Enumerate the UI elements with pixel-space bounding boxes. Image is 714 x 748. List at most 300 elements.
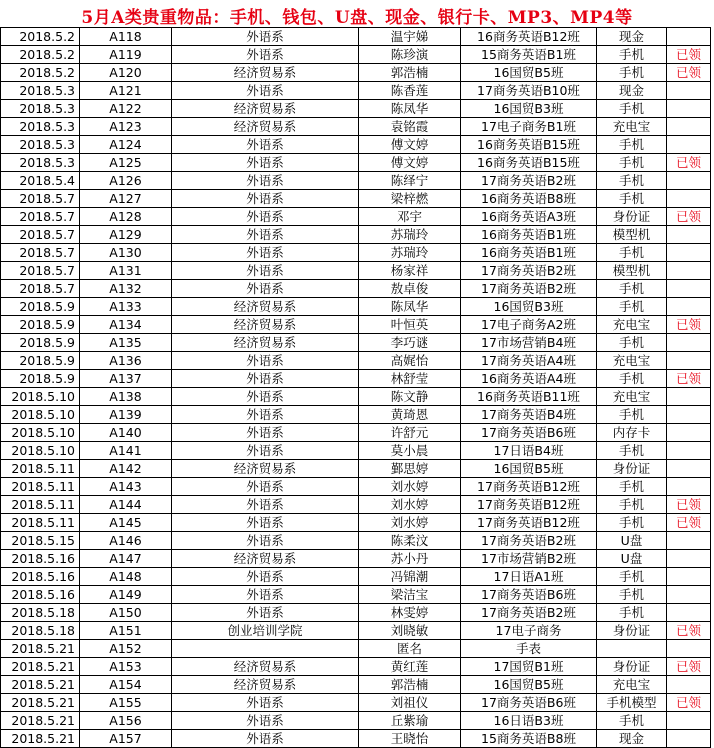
claimed-status-cell [667, 550, 711, 568]
department-cell: 外语系 [172, 694, 359, 712]
department-cell: 经济贸易系 [172, 676, 359, 694]
item-code-cell: A118 [80, 28, 172, 46]
department-cell: 外语系 [172, 424, 359, 442]
class-cell: 17商务英语B2班 [461, 280, 597, 298]
student-name-cell: 刘水婷 [359, 478, 461, 496]
sheet-title: 5月A类贵重物品：手机、钱包、U盘、现金、银行卡、MP3、MP4等 [81, 8, 633, 28]
class-cell: 17市场营销B4班 [461, 334, 597, 352]
item-type-cell: 充电宝 [597, 316, 667, 334]
student-name-cell: 梁洁宝 [359, 586, 461, 604]
class-cell: 17商务英语B2班 [461, 262, 597, 280]
item-type-cell: 手机 [597, 46, 667, 64]
item-code-cell: A133 [80, 298, 172, 316]
table-row [1, 478, 711, 496]
class-cell: 15商务英语B8班 [461, 730, 597, 748]
claimed-status-cell [667, 226, 711, 244]
item-code-cell: A145 [80, 514, 172, 532]
item-type-cell: 身份证 [597, 208, 667, 226]
item-code-cell: A150 [80, 604, 172, 622]
item-type-cell: 内存卡 [597, 424, 667, 442]
class-cell: 16国贸B5班 [461, 64, 597, 82]
table-row [1, 298, 711, 316]
date-cell: 2018.5.2 [1, 64, 80, 82]
department-cell: 外语系 [172, 514, 359, 532]
date-cell: 2018.5.16 [1, 586, 80, 604]
table-row [1, 550, 711, 568]
item-type-cell: 手机 [597, 100, 667, 118]
student-name-cell: 袁铭霞 [359, 118, 461, 136]
date-cell: 2018.5.21 [1, 694, 80, 712]
claimed-status-cell [667, 406, 711, 424]
table-row [1, 532, 711, 550]
item-type-cell: 模型机 [597, 262, 667, 280]
table-row [1, 496, 711, 514]
item-type-cell: 手机 [597, 406, 667, 424]
class-cell: 17商务英语B12班 [461, 478, 597, 496]
student-name-cell: 陈绎宁 [359, 172, 461, 190]
class-cell: 16国贸B3班 [461, 100, 597, 118]
item-code-cell: A151 [80, 622, 172, 640]
class-cell: 16国贸B3班 [461, 298, 597, 316]
student-name-cell: 陈凤华 [359, 298, 461, 316]
class-cell: 17日语A1班 [461, 568, 597, 586]
claimed-status-cell: 已领 [667, 496, 711, 514]
item-code-cell: A135 [80, 334, 172, 352]
class-cell: 17商务英语A4班 [461, 352, 597, 370]
date-cell: 2018.5.7 [1, 244, 80, 262]
student-name-cell: 匿名 [359, 640, 461, 658]
student-name-cell: 郭浩楠 [359, 676, 461, 694]
date-cell: 2018.5.9 [1, 316, 80, 334]
department-cell: 外语系 [172, 172, 359, 190]
department-cell: 外语系 [172, 226, 359, 244]
claimed-status-cell [667, 280, 711, 298]
department-cell: 外语系 [172, 136, 359, 154]
date-cell: 2018.5.11 [1, 460, 80, 478]
claimed-status-cell [667, 478, 711, 496]
table-row [1, 694, 711, 712]
item-code-cell: A127 [80, 190, 172, 208]
claimed-status-cell: 已领 [667, 46, 711, 64]
class-cell: 16商务英语B1班 [461, 226, 597, 244]
claimed-status-cell [667, 118, 711, 136]
student-name-cell: 陈香莲 [359, 82, 461, 100]
student-name-cell: 冯锦潮 [359, 568, 461, 586]
item-code-cell: A123 [80, 118, 172, 136]
item-code-cell: A142 [80, 460, 172, 478]
department-cell: 外语系 [172, 370, 359, 388]
item-code-cell: A138 [80, 388, 172, 406]
class-cell: 17电子商务B1班 [461, 118, 597, 136]
item-type-cell: 手机 [597, 496, 667, 514]
claimed-status-cell: 已领 [667, 622, 711, 640]
student-name-cell: 陈凤华 [359, 100, 461, 118]
department-cell: 经济贸易系 [172, 316, 359, 334]
item-code-cell: A137 [80, 370, 172, 388]
class-cell: 16商务英语B15班 [461, 136, 597, 154]
student-name-cell: 陈珍演 [359, 46, 461, 64]
department-cell: 外语系 [172, 442, 359, 460]
item-code-cell: A146 [80, 532, 172, 550]
item-type-cell: 充电宝 [597, 352, 667, 370]
item-type-cell: 手机 [597, 712, 667, 730]
item-type-cell: 手机 [597, 370, 667, 388]
table-row [1, 676, 711, 694]
claimed-status-cell: 已领 [667, 658, 711, 676]
department-cell: 外语系 [172, 28, 359, 46]
date-cell: 2018.5.21 [1, 640, 80, 658]
class-cell: 17商务英语B12班 [461, 496, 597, 514]
item-type-cell: 手机 [597, 568, 667, 586]
class-cell: 16商务英语B8班 [461, 190, 597, 208]
student-name-cell: 苏小丹 [359, 550, 461, 568]
table-row [1, 154, 711, 172]
table-row [1, 100, 711, 118]
item-type-cell: 手机 [597, 514, 667, 532]
class-cell: 手表 [461, 640, 597, 658]
class-cell: 15商务英语B1班 [461, 46, 597, 64]
table-row [1, 352, 711, 370]
date-cell: 2018.5.2 [1, 28, 80, 46]
item-type-cell: 手机 [597, 154, 667, 172]
department-cell: 外语系 [172, 712, 359, 730]
department-cell: 外语系 [172, 154, 359, 172]
claimed-status-cell [667, 82, 711, 100]
date-cell: 2018.5.11 [1, 514, 80, 532]
item-type-cell: 手机 [597, 604, 667, 622]
date-cell: 2018.5.2 [1, 46, 80, 64]
student-name-cell: 莫小晨 [359, 442, 461, 460]
item-code-cell: A149 [80, 586, 172, 604]
department-cell: 外语系 [172, 388, 359, 406]
class-cell: 16商务英语A3班 [461, 208, 597, 226]
table-row [1, 712, 711, 730]
table-row [1, 208, 711, 226]
department-cell [172, 640, 359, 658]
student-name-cell: 刘水婷 [359, 496, 461, 514]
item-type-cell: 手机 [597, 280, 667, 298]
date-cell: 2018.5.9 [1, 352, 80, 370]
date-cell: 2018.5.10 [1, 442, 80, 460]
item-type-cell [597, 640, 667, 658]
department-cell: 外语系 [172, 532, 359, 550]
date-cell: 2018.5.18 [1, 622, 80, 640]
student-name-cell: 温宇娣 [359, 28, 461, 46]
claimed-status-cell [667, 28, 711, 46]
claimed-status-cell [667, 460, 711, 478]
table-row [1, 262, 711, 280]
item-type-cell: 身份证 [597, 460, 667, 478]
claimed-status-cell: 已领 [667, 64, 711, 82]
department-cell: 外语系 [172, 604, 359, 622]
date-cell: 2018.5.21 [1, 658, 80, 676]
item-type-cell: 身份证 [597, 622, 667, 640]
date-cell: 2018.5.15 [1, 532, 80, 550]
student-name-cell: 陈文静 [359, 388, 461, 406]
date-cell: 2018.5.7 [1, 226, 80, 244]
class-cell: 17商务英语B6班 [461, 424, 597, 442]
claimed-status-cell: 已领 [667, 514, 711, 532]
department-cell: 外语系 [172, 82, 359, 100]
item-code-cell: A143 [80, 478, 172, 496]
student-name-cell: 苏瑞玲 [359, 226, 461, 244]
student-name-cell: 陈柔汶 [359, 532, 461, 550]
claimed-status-cell [667, 262, 711, 280]
class-cell: 17日语B4班 [461, 442, 597, 460]
item-type-cell: 现金 [597, 730, 667, 748]
department-cell: 创业培训学院 [172, 622, 359, 640]
class-cell: 16国贸B5班 [461, 460, 597, 478]
item-type-cell: 手机模型 [597, 694, 667, 712]
department-cell: 外语系 [172, 586, 359, 604]
student-name-cell: 刘祖仪 [359, 694, 461, 712]
student-name-cell: 郭浩楠 [359, 64, 461, 82]
item-type-cell: 手机 [597, 586, 667, 604]
item-code-cell: A124 [80, 136, 172, 154]
item-type-cell: 现金 [597, 28, 667, 46]
student-name-cell: 林雯婷 [359, 604, 461, 622]
date-cell: 2018.5.9 [1, 334, 80, 352]
item-type-cell: 手机 [597, 478, 667, 496]
item-type-cell: 手机 [597, 334, 667, 352]
table-row [1, 586, 711, 604]
item-code-cell: A134 [80, 316, 172, 334]
claimed-status-cell [667, 604, 711, 622]
table-row [1, 28, 711, 46]
item-code-cell: A144 [80, 496, 172, 514]
claimed-status-cell: 已领 [667, 694, 711, 712]
department-cell: 外语系 [172, 244, 359, 262]
department-cell: 外语系 [172, 190, 359, 208]
student-name-cell: 林舒莹 [359, 370, 461, 388]
department-cell: 经济贸易系 [172, 100, 359, 118]
student-name-cell: 许舒元 [359, 424, 461, 442]
department-cell: 经济贸易系 [172, 460, 359, 478]
table-row [1, 172, 711, 190]
date-cell: 2018.5.7 [1, 262, 80, 280]
student-name-cell: 鄞思婷 [359, 460, 461, 478]
student-name-cell: 王晓怡 [359, 730, 461, 748]
date-cell: 2018.5.4 [1, 172, 80, 190]
department-cell: 外语系 [172, 406, 359, 424]
department-cell: 外语系 [172, 478, 359, 496]
student-name-cell: 丘紫瑜 [359, 712, 461, 730]
date-cell: 2018.5.11 [1, 478, 80, 496]
date-cell: 2018.5.7 [1, 208, 80, 226]
claimed-status-cell [667, 172, 711, 190]
table-row [1, 370, 711, 388]
table-row [1, 640, 711, 658]
claimed-status-cell [667, 568, 711, 586]
item-code-cell: A153 [80, 658, 172, 676]
date-cell: 2018.5.21 [1, 676, 80, 694]
table-row [1, 82, 711, 100]
item-code-cell: A141 [80, 442, 172, 460]
student-name-cell: 黄红莲 [359, 658, 461, 676]
item-code-cell: A155 [80, 694, 172, 712]
claimed-status-cell [667, 586, 711, 604]
claimed-status-cell [667, 388, 711, 406]
class-cell: 17商务英语B12班 [461, 514, 597, 532]
class-cell: 17电子商务 [461, 622, 597, 640]
department-cell: 外语系 [172, 46, 359, 64]
claimed-status-cell [667, 730, 711, 748]
student-name-cell: 刘水婷 [359, 514, 461, 532]
item-code-cell: A131 [80, 262, 172, 280]
class-cell: 17电子商务A2班 [461, 316, 597, 334]
item-code-cell: A120 [80, 64, 172, 82]
date-cell: 2018.5.3 [1, 100, 80, 118]
table-row [1, 244, 711, 262]
lost-items-table-body [1, 28, 711, 748]
item-type-cell: 手机 [597, 244, 667, 262]
item-type-cell: 手机 [597, 136, 667, 154]
class-cell: 17商务英语B2班 [461, 532, 597, 550]
item-type-cell: 现金 [597, 82, 667, 100]
item-type-cell: 身份证 [597, 658, 667, 676]
item-type-cell: U盘 [597, 550, 667, 568]
student-name-cell: 杨家祥 [359, 262, 461, 280]
table-row [1, 622, 711, 640]
table-row [1, 460, 711, 478]
date-cell: 2018.5.21 [1, 730, 80, 748]
claimed-status-cell [667, 532, 711, 550]
table-row [1, 604, 711, 622]
item-code-cell: A139 [80, 406, 172, 424]
department-cell: 经济贸易系 [172, 118, 359, 136]
department-cell: 经济贸易系 [172, 64, 359, 82]
date-cell: 2018.5.10 [1, 406, 80, 424]
class-cell: 17国贸B1班 [461, 658, 597, 676]
item-type-cell: 充电宝 [597, 676, 667, 694]
department-cell: 外语系 [172, 496, 359, 514]
item-type-cell: 充电宝 [597, 118, 667, 136]
table-row [1, 190, 711, 208]
claimed-status-cell: 已领 [667, 316, 711, 334]
item-type-cell: 手机 [597, 172, 667, 190]
class-cell: 16日语B3班 [461, 712, 597, 730]
table-row [1, 136, 711, 154]
claimed-status-cell [667, 442, 711, 460]
claimed-status-cell: 已领 [667, 208, 711, 226]
date-cell: 2018.5.9 [1, 298, 80, 316]
student-name-cell: 李巧谜 [359, 334, 461, 352]
department-cell: 经济贸易系 [172, 658, 359, 676]
claimed-status-cell [667, 640, 711, 658]
claimed-status-cell [667, 298, 711, 316]
class-cell: 17商务英语B2班 [461, 172, 597, 190]
lost-items-table [0, 27, 711, 748]
date-cell: 2018.5.16 [1, 550, 80, 568]
date-cell: 2018.5.3 [1, 82, 80, 100]
item-code-cell: A132 [80, 280, 172, 298]
student-name-cell: 敖卓俊 [359, 280, 461, 298]
date-cell: 2018.5.16 [1, 568, 80, 586]
item-code-cell: A154 [80, 676, 172, 694]
department-cell: 外语系 [172, 280, 359, 298]
claimed-status-cell [667, 712, 711, 730]
table-row [1, 658, 711, 676]
department-cell: 外语系 [172, 352, 359, 370]
claimed-status-cell [667, 100, 711, 118]
item-type-cell: 手机 [597, 190, 667, 208]
student-name-cell: 刘晓敏 [359, 622, 461, 640]
table-row [1, 46, 711, 64]
student-name-cell: 黄琦恩 [359, 406, 461, 424]
date-cell: 2018.5.10 [1, 424, 80, 442]
date-cell: 2018.5.11 [1, 496, 80, 514]
item-type-cell: 充电宝 [597, 388, 667, 406]
item-code-cell: A126 [80, 172, 172, 190]
date-cell: 2018.5.9 [1, 370, 80, 388]
item-code-cell: A130 [80, 244, 172, 262]
item-type-cell: 模型机 [597, 226, 667, 244]
item-code-cell: A147 [80, 550, 172, 568]
class-cell: 16商务英语B15班 [461, 154, 597, 172]
department-cell: 经济贸易系 [172, 550, 359, 568]
department-cell: 经济贸易系 [172, 298, 359, 316]
student-name-cell: 叶恒英 [359, 316, 461, 334]
claimed-status-cell: 已领 [667, 370, 711, 388]
claimed-status-cell [667, 334, 711, 352]
claimed-status-cell [667, 424, 711, 442]
class-cell: 16商务英语A4班 [461, 370, 597, 388]
class-cell: 17商务英语B6班 [461, 586, 597, 604]
department-cell: 外语系 [172, 262, 359, 280]
item-type-cell: U盘 [597, 532, 667, 550]
claimed-status-cell: 已领 [667, 154, 711, 172]
department-cell: 外语系 [172, 730, 359, 748]
item-code-cell: A157 [80, 730, 172, 748]
table-row [1, 280, 711, 298]
item-code-cell: A136 [80, 352, 172, 370]
student-name-cell: 高娓怡 [359, 352, 461, 370]
date-cell: 2018.5.3 [1, 136, 80, 154]
date-cell: 2018.5.21 [1, 712, 80, 730]
item-code-cell: A121 [80, 82, 172, 100]
table-row [1, 568, 711, 586]
item-code-cell: A125 [80, 154, 172, 172]
claimed-status-cell [667, 244, 711, 262]
class-cell: 16商务英语B1班 [461, 244, 597, 262]
table-row [1, 424, 711, 442]
table-row [1, 316, 711, 334]
class-cell: 16国贸B5班 [461, 676, 597, 694]
department-cell: 经济贸易系 [172, 334, 359, 352]
student-name-cell: 邓宇 [359, 208, 461, 226]
claimed-status-cell [667, 676, 711, 694]
table-row [1, 730, 711, 748]
item-code-cell: A122 [80, 100, 172, 118]
department-cell: 外语系 [172, 568, 359, 586]
item-type-cell: 手机 [597, 64, 667, 82]
student-name-cell: 梁梓燃 [359, 190, 461, 208]
item-code-cell: A129 [80, 226, 172, 244]
item-code-cell: A148 [80, 568, 172, 586]
table-row [1, 226, 711, 244]
date-cell: 2018.5.10 [1, 388, 80, 406]
class-cell: 17市场营销B2班 [461, 550, 597, 568]
table-row [1, 118, 711, 136]
class-cell: 16商务英语B11班 [461, 388, 597, 406]
student-name-cell: 苏瑞玲 [359, 244, 461, 262]
item-code-cell: A119 [80, 46, 172, 64]
item-code-cell: A140 [80, 424, 172, 442]
table-row [1, 334, 711, 352]
item-code-cell: A152 [80, 640, 172, 658]
claimed-status-cell [667, 190, 711, 208]
date-cell: 2018.5.3 [1, 154, 80, 172]
